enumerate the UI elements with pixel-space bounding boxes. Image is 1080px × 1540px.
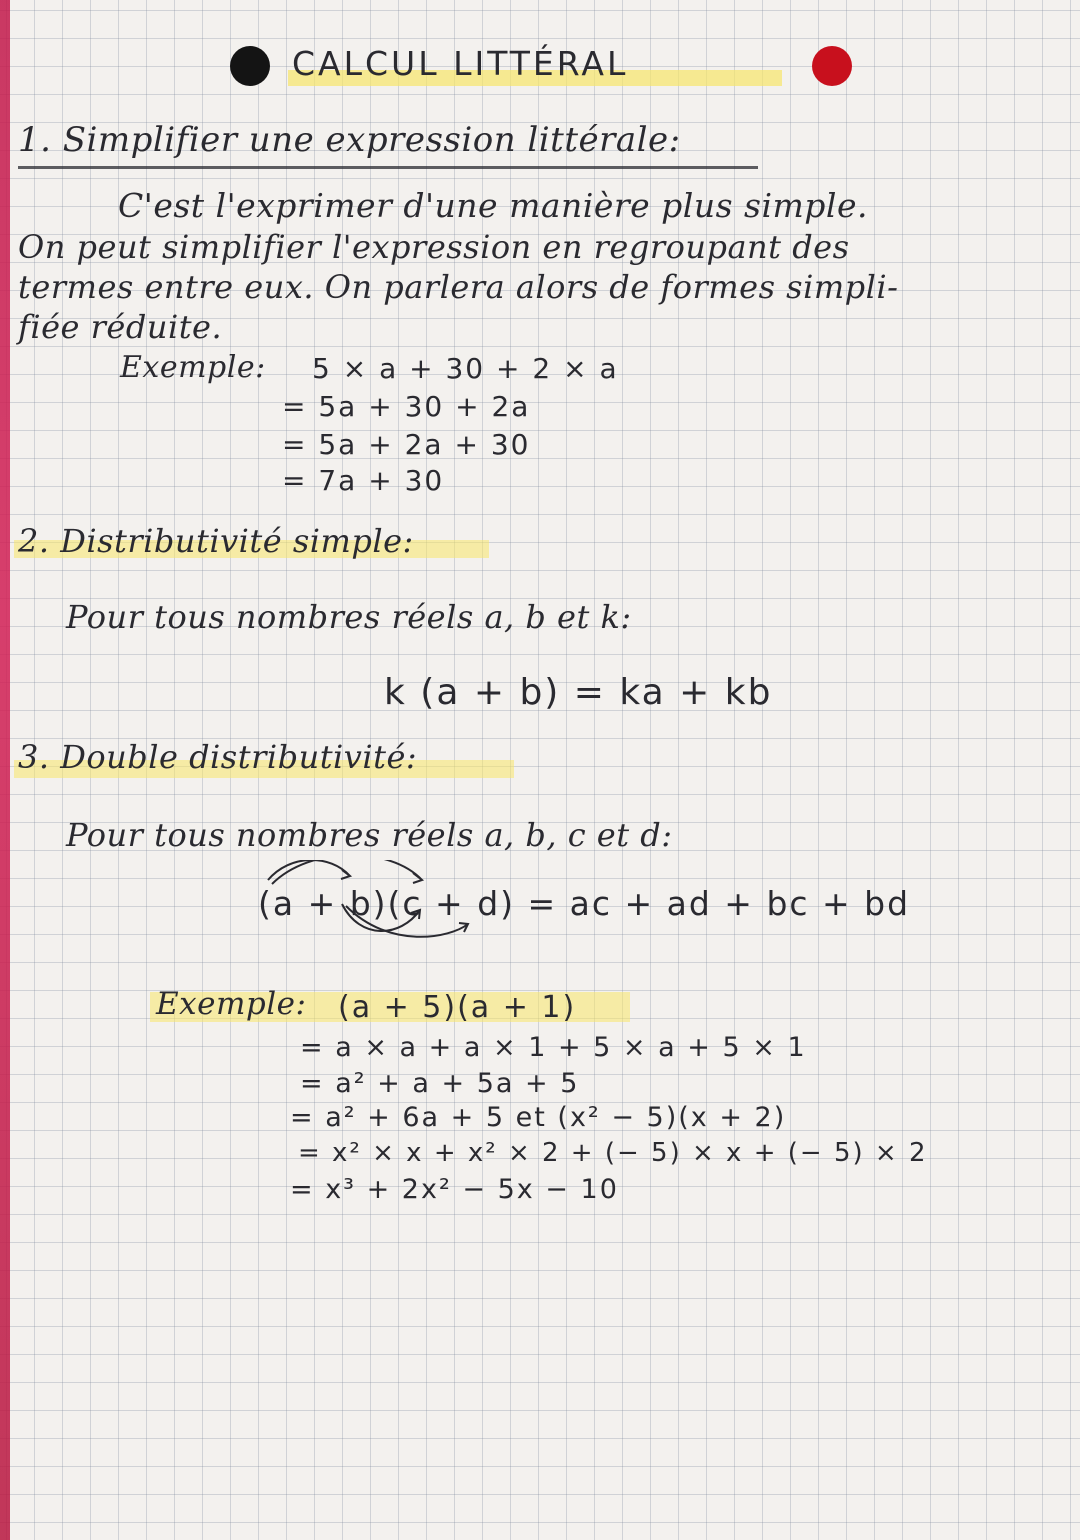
section3-example-label: Exemple: <box>156 986 307 1022</box>
section1-step-2: = 5a + 2a + 30 <box>282 428 531 461</box>
section1-step-1: = 5a + 30 + 2a <box>282 390 531 423</box>
section3-formula: (a + b)(c + d) = ac + ad + bc + bd <box>258 884 911 923</box>
notebook-margin-line <box>0 0 10 1540</box>
section1-heading-underline <box>18 166 758 169</box>
black-bullet-icon <box>230 46 270 86</box>
page-title: CALCUL LITTÉRAL <box>292 44 629 83</box>
page-title-block <box>230 38 870 94</box>
section3-heading: 3. Double distributivité: <box>18 738 418 776</box>
section3-step-3: = a² + 6a + 5 et (x² − 5)(x + 2) <box>290 1102 787 1133</box>
section1-step-3: = 7a + 30 <box>282 464 445 497</box>
section3-statement: Pour tous nombres réels a, b, c et d: <box>66 816 673 854</box>
distribution-arrows-icon <box>250 860 490 940</box>
section3-step-4: = x² × x + x² × 2 + (− 5) × x + (− 5) × 2 <box>298 1138 928 1168</box>
section1-definition-line4: fiée réduite. <box>18 308 223 346</box>
section2-formula: k (a + b) = ka + kb <box>384 672 773 713</box>
section1-definition-line2: On peut simplifier l'expression en regroupant des <box>18 228 850 266</box>
section1-example-expression: 5 × a + 30 + 2 × a <box>312 352 619 385</box>
section1-example-label: Exemple: <box>120 350 266 385</box>
section3-step-2: = a² + a + 5a + 5 <box>300 1068 580 1099</box>
section3-step-5: = x³ + 2x² − 5x − 10 <box>290 1174 619 1205</box>
red-bullet-icon <box>812 46 852 86</box>
section1-definition-line1: C'est l'exprimer d'une manière plus simple. <box>118 186 868 225</box>
section3-step-1: = a × a + a × 1 + 5 × a + 5 × 1 <box>300 1032 807 1063</box>
section2-statement: Pour tous nombres réels a, b et k: <box>66 598 632 636</box>
section2-heading: 2. Distributivité simple: <box>18 522 414 560</box>
section1-definition-line3: termes entre eux. On parlera alors de formes simpli- <box>18 268 899 306</box>
section1-heading: 1. Simplifier une expression littérale: <box>18 120 681 160</box>
section3-example-expression: (a + 5)(a + 1) <box>338 990 577 1025</box>
